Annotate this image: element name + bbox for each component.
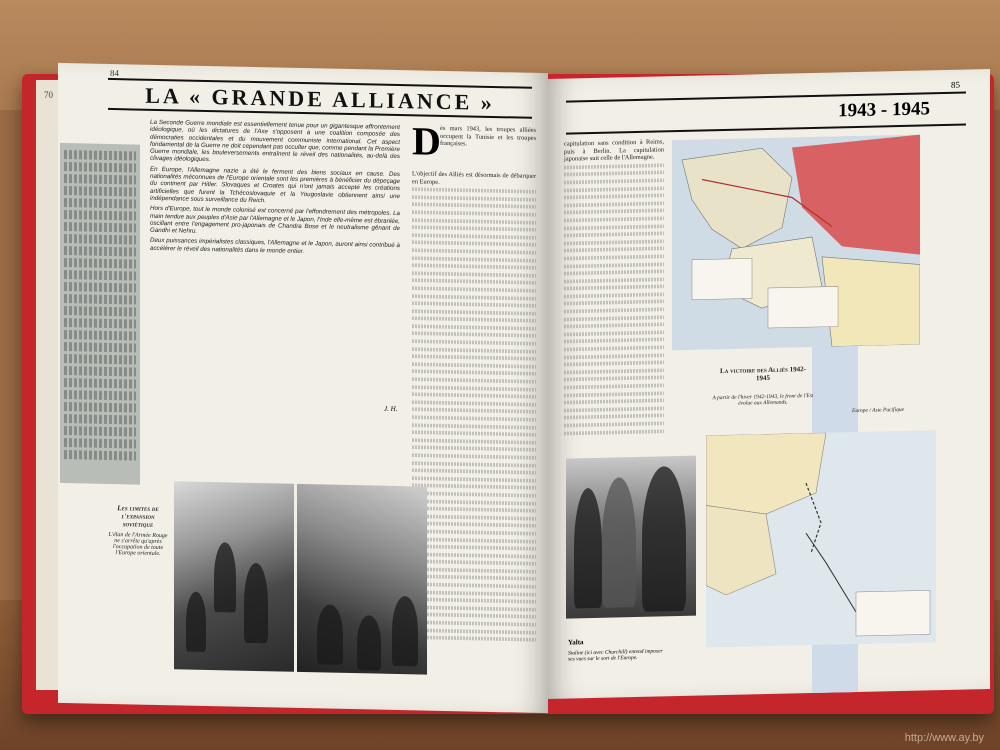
photo-caption-left	[106, 504, 170, 557]
caption-title: Les limites de l'expansion soviétique	[117, 504, 159, 529]
pacific-map-drawing	[706, 430, 936, 647]
yalta-photo	[566, 456, 696, 619]
right-page-number: 85	[951, 79, 960, 90]
main-column-text-2	[412, 170, 536, 643]
page-title: LA « GRANDE ALLIANCE »	[145, 82, 495, 116]
intro-paragraph: Deux puissances impérialistes classiques, l'Allemagne et le Japon, auront ainsi contribué à accélérer le réveil des nationalités dans le monde entier.	[150, 237, 400, 255]
caption-text: L'élan de l'Armée Rouge ne s'arrête qu'après l'occupation de toute l'Europe orientale.	[108, 531, 168, 558]
right-page	[548, 69, 990, 699]
map-top-caption: La victoire des Alliés 1942-1945	[720, 365, 806, 383]
main-column-text	[440, 125, 536, 150]
years-heading: 1943 - 1945	[838, 98, 930, 122]
main-column-paragraph: L'objectif des Alliés est désormais de débarquer en Europe.	[412, 170, 536, 186]
pacific-map	[706, 430, 936, 647]
war-photo-troops	[297, 484, 427, 675]
chronology-sidebar	[60, 143, 140, 485]
right-column-paragraph: capitulation sans condition à Reims, puis à Berlin. La capitulation japonaise suit celle de l'Allemagne.	[564, 138, 664, 163]
intro-text	[150, 119, 400, 260]
europe-map	[672, 135, 920, 351]
map-bottom-note: Europe / Asie Pacifique	[851, 406, 905, 415]
yalta-photo-label: Yalta	[568, 638, 584, 647]
yalta-photo-caption: Staline (ici avec Churchill) entend imposer ses vues sur le sort de l'Europe.	[568, 648, 663, 663]
europe-map-drawing	[672, 135, 920, 351]
war-photo-soldiers	[174, 481, 294, 672]
title-bar	[108, 78, 532, 119]
intro-paragraph: En Europe, l'Allemagne nazie a été le ferment des biens sociaux en cause. Des nationalités méconnues de l'Europe orientale sont les premières à bénéficier du dépeçage du continent par Hitler. Slovaques et Croates qui n'ont jamais accepté les créations artificielles que furent la Tchécoslovaquie et la Yougoslavie obtiennent ainsi une indépendance sous surveillance du Reich.	[150, 165, 400, 205]
map-top-note: A partir de l'hiver 1942-1943, le front de l'Est évolue aux Allemands.	[712, 392, 814, 407]
intro-paragraph: La Seconde Guerre mondiale est essentiellement tenue pour un gigantesque affrontement idéologique, où les dictatures de l'Axe s'opposent à une coalition composée des démocraties occidentales et du mouvement communiste international. Cet aspect fondamental de la Guerre ne doit cependant pas occulter que, comme pendant la Première Guerre mondiale, les bouleversements entraînent le réveil des nationalités, au-delà des clivages idéologiques.	[150, 118, 400, 164]
left-page	[58, 63, 548, 713]
right-column-text	[564, 138, 664, 436]
right-page-header	[566, 79, 966, 135]
underlying-page-number: 70	[44, 90, 53, 100]
left-page-content	[94, 64, 548, 714]
drop-cap: D	[412, 118, 441, 164]
watermark: http://www.ay.by	[904, 732, 984, 744]
author-signature: J. H.	[384, 404, 398, 413]
left-page-number: 84	[110, 67, 119, 79]
intro-paragraph: Hors d'Europe, tout le monde colonisé est concerné par l'effondrement des métropoles. La main tendue aux peuples d'Asie par l'Allemagne et le Japon, l'Inde elle-même est ébranlée, oscillant entre l'engagement pro-japonais de Chandra Bose et le neutralisme gênant de Gandhi et Nehru.	[150, 205, 400, 235]
main-column-paragraph: ès mars 1943, les troupes alliées occupent la Tunisie et les troupes françaises.	[440, 124, 536, 148]
